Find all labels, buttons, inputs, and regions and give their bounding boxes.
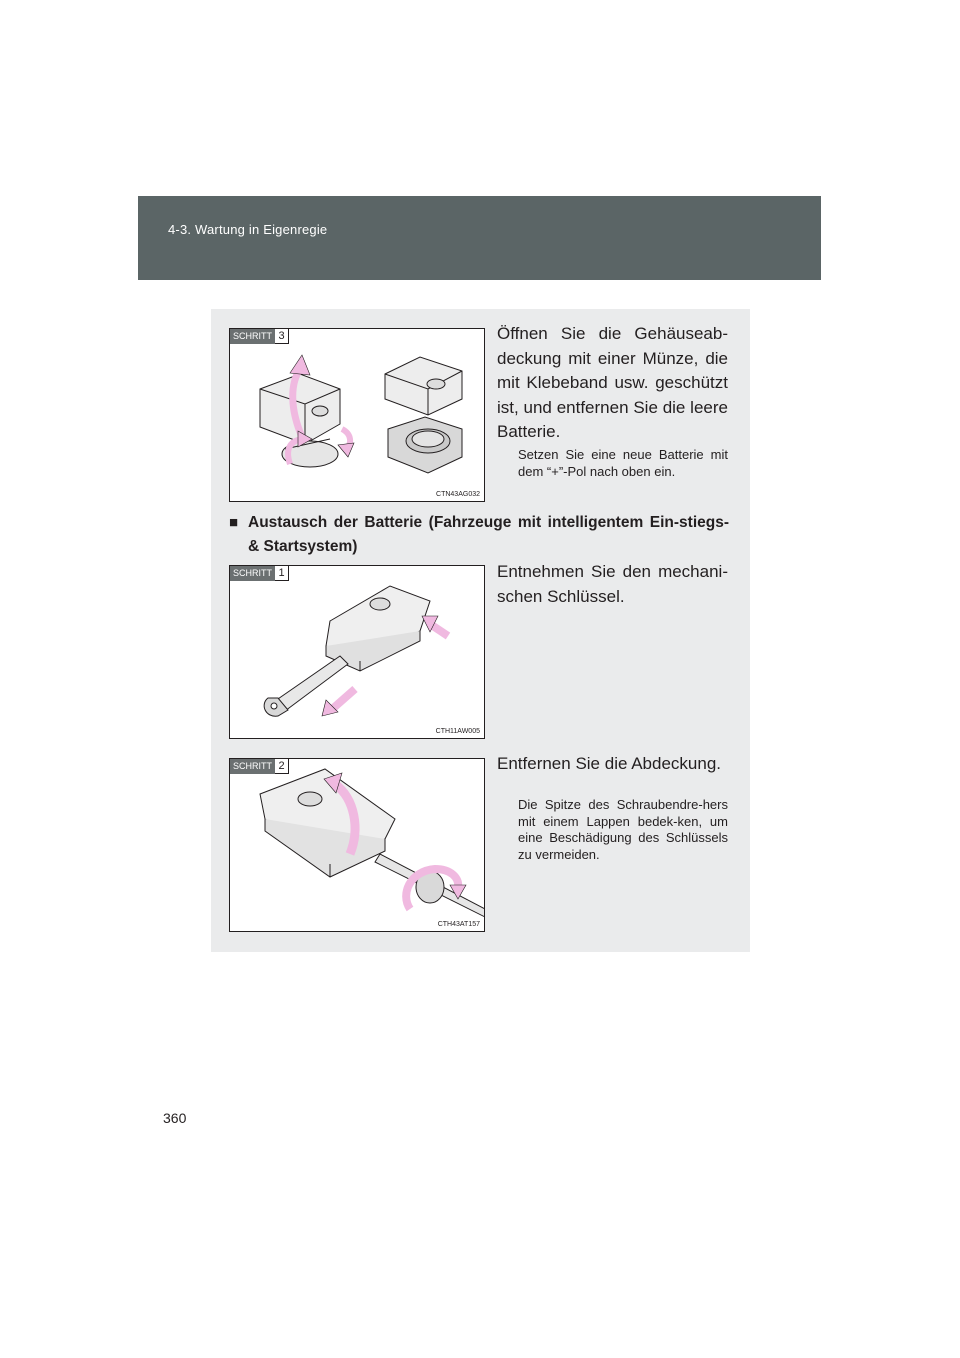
figure-step-1 xyxy=(229,565,485,739)
figure-step-3 xyxy=(229,328,485,502)
step-label xyxy=(230,329,289,344)
figure-code: CTH43AT157 xyxy=(437,921,480,928)
section-title: 4-3. Wartung in Eigenregie xyxy=(168,222,328,237)
step-label-word: SCHRITT xyxy=(230,759,275,774)
section-heading-text: Austausch der Batterie (Fahrzeuge mit intelligentem Ein-stiegs- & Startsystem) xyxy=(248,514,729,555)
header-band xyxy=(138,196,821,280)
figure-step-2 xyxy=(229,758,485,932)
step-label xyxy=(230,566,289,581)
key-fob-open-illustration xyxy=(260,374,340,467)
page-number: 360 xyxy=(163,1110,187,1126)
step-3-note: Setzen Sie eine neue Batterie mit dem “+”-Pol nach oben ein. xyxy=(518,447,728,479)
step-1-instruction: Entnehmen Sie den mechani-schen Schlüssel. xyxy=(497,562,728,606)
section-heading xyxy=(229,511,729,559)
key-fob-closed-illustration xyxy=(385,357,462,473)
step-3-instruction: Öffnen Sie die Gehäuseab-deckung mit einer Münze, die mit Klebeband usw. geschützt ist, und entfernen Sie die leere Batterie. xyxy=(497,324,728,441)
step-number: 1 xyxy=(275,566,289,581)
step-2-note: Die Spitze des Schraubendre-hers mit einem Lappen bedek-ken, um eine Beschädigung des Schlüssels zu vermeiden. xyxy=(518,797,728,862)
figure-code: CTH11AW005 xyxy=(435,728,480,735)
battery-cover-illustration xyxy=(230,329,485,502)
smart-key-illustration xyxy=(260,769,395,877)
step-label-word: SCHRITT xyxy=(230,329,275,344)
figure-code: CTN43AG032 xyxy=(436,491,480,498)
step-label xyxy=(230,759,289,774)
step-label-word: SCHRITT xyxy=(230,566,275,581)
screwdriver-illustration xyxy=(375,854,485,917)
step-number: 2 xyxy=(275,759,289,774)
step-number: 3 xyxy=(275,329,289,344)
step-2-instruction: Entfernen Sie die Abdeckung. xyxy=(497,754,721,773)
remove-cover-illustration xyxy=(230,759,485,932)
mechanical-key-illustration xyxy=(230,566,485,739)
section-bullet: ■ xyxy=(229,514,239,531)
